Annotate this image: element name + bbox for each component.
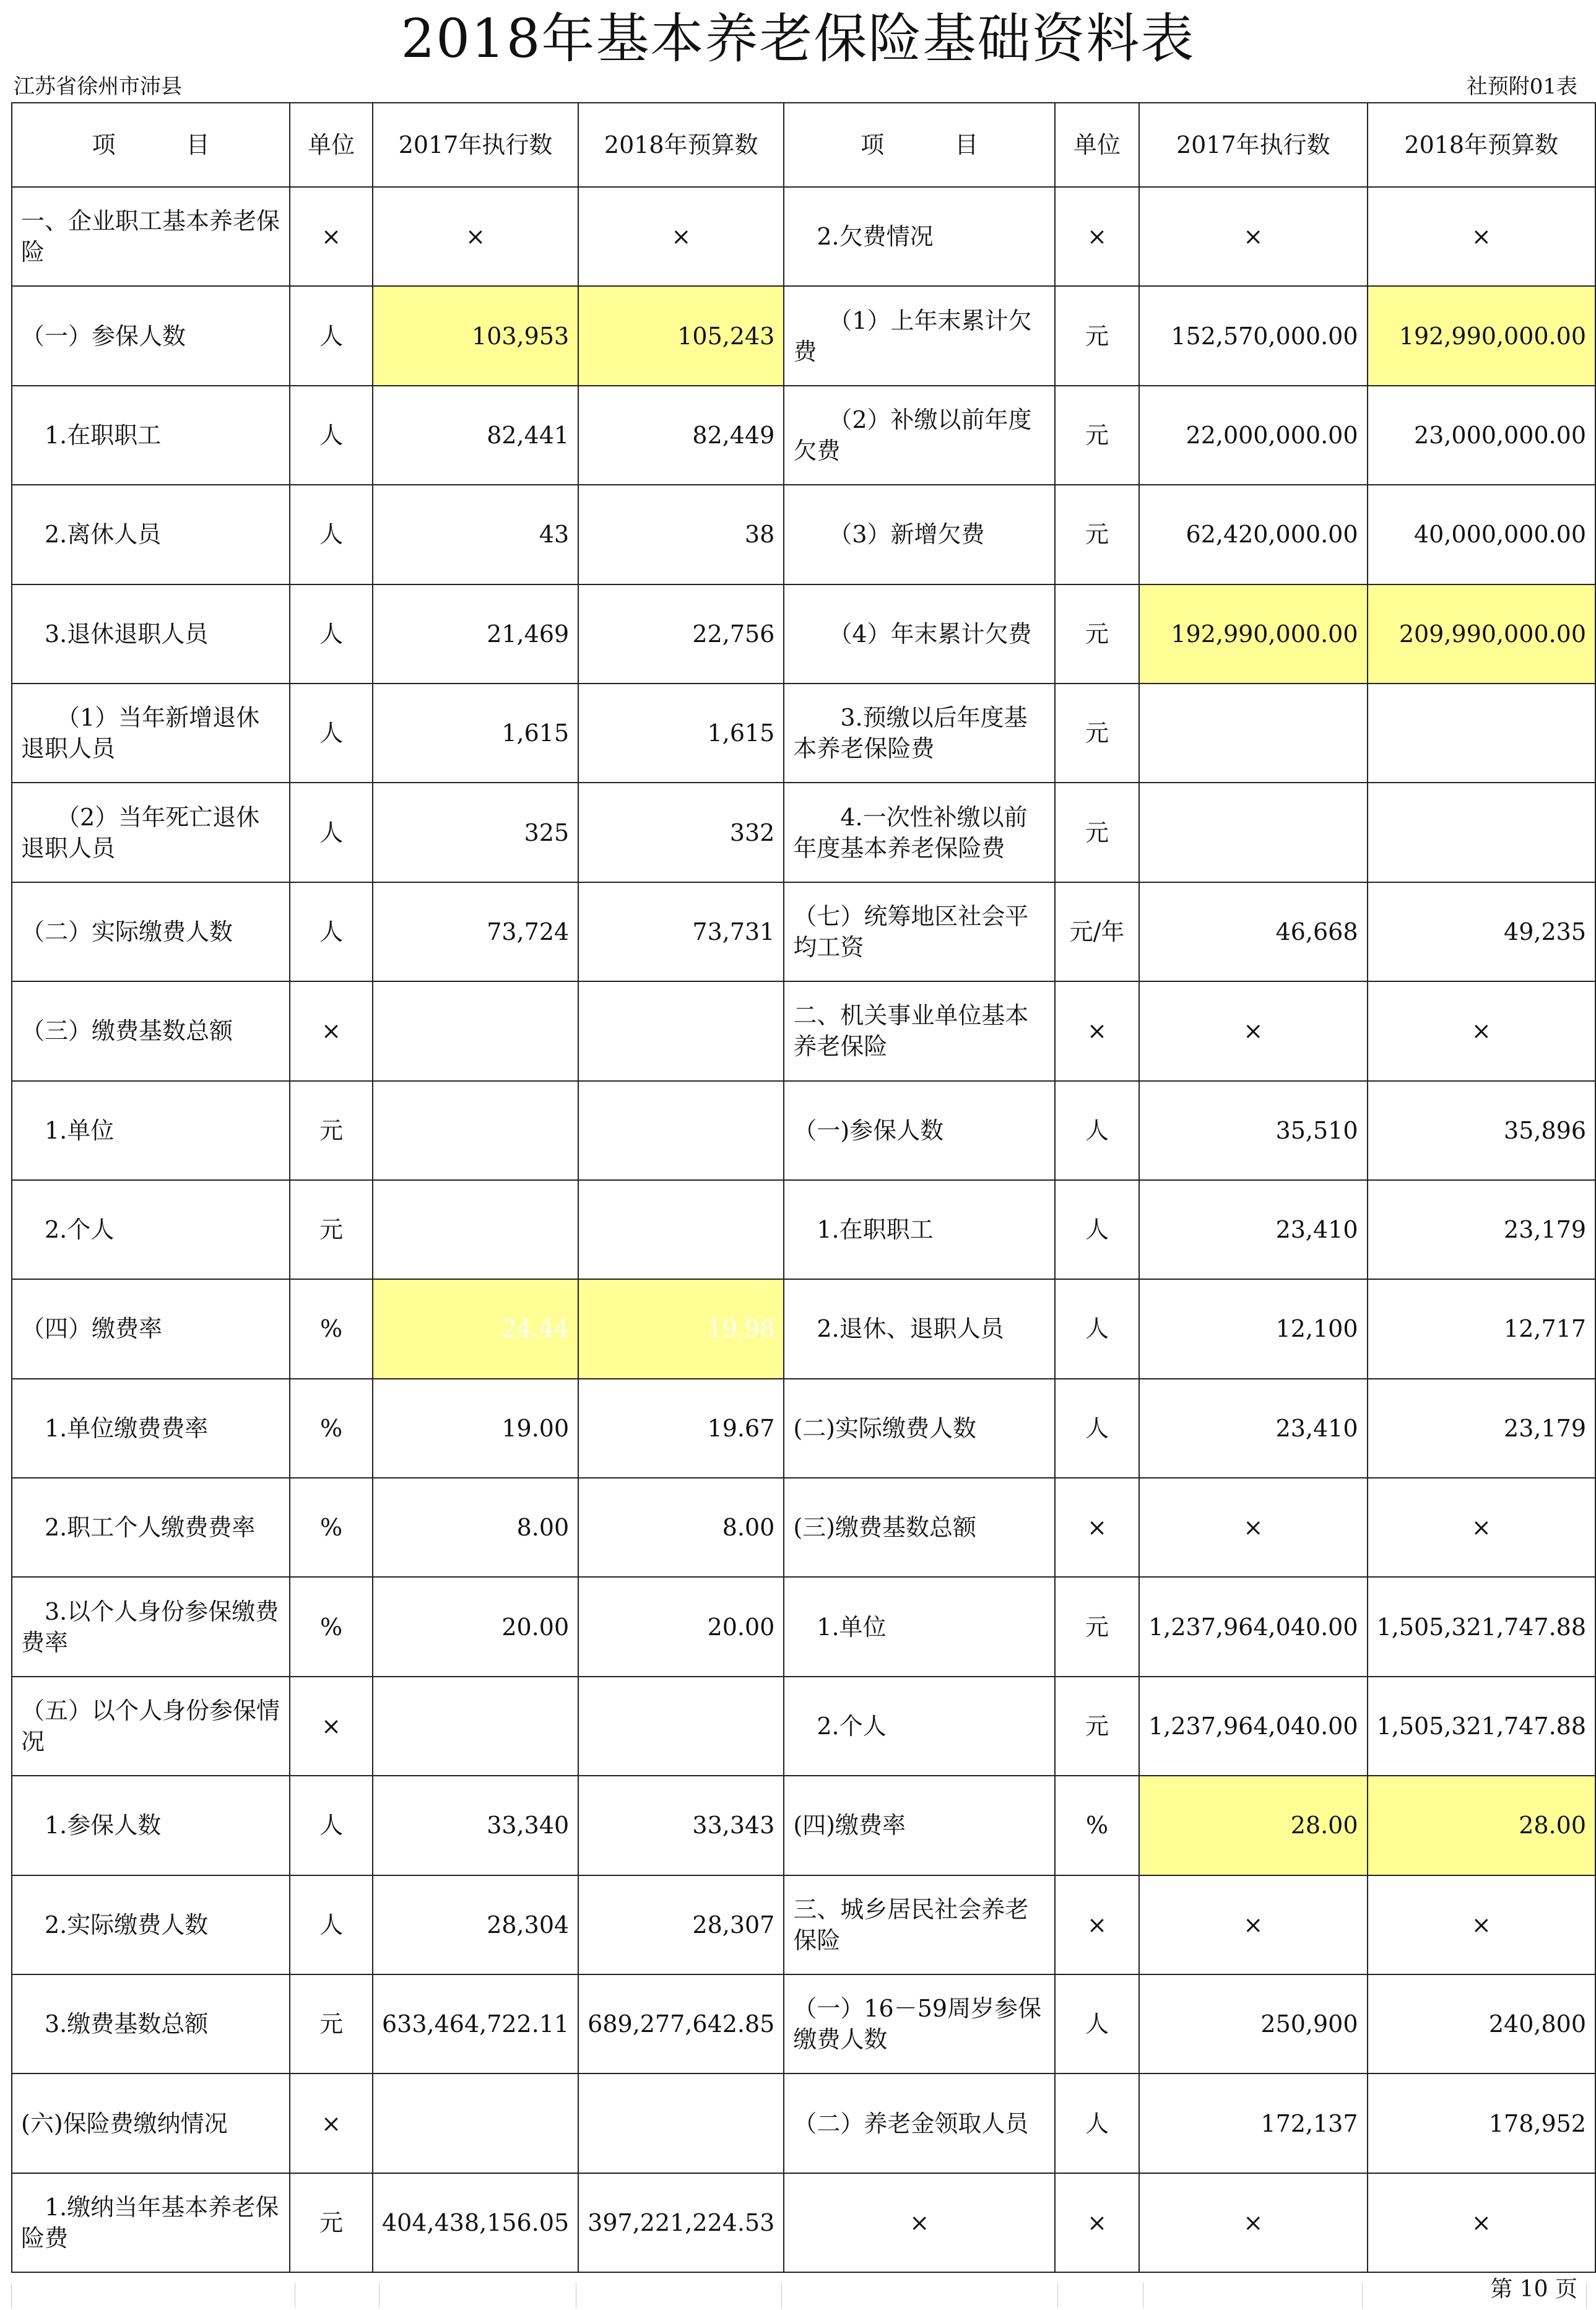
right-2018-cell: 23,179 [1368, 1180, 1595, 1279]
right-2018-cell: 40,000,000.00 [1368, 485, 1595, 584]
table-row [12, 1081, 1595, 1180]
left-unit-cell: 人 [290, 1776, 373, 1875]
left-2017-cell [373, 1677, 578, 1776]
right-2018-cell: 23,179 [1368, 1379, 1595, 1478]
right-unit-cell: % [1055, 1776, 1139, 1875]
right-2018-cell: 240,800 [1368, 1974, 1595, 2073]
left-unit-cell: 人 [290, 882, 373, 981]
left-2017-cell: 325 [373, 783, 578, 882]
right-unit-cell: × [1055, 2173, 1139, 2272]
left-2018-cell: 332 [578, 783, 784, 882]
left-2017-cell: 28,304 [373, 1875, 578, 1974]
right-2017-cell: 62,420,000.00 [1139, 485, 1367, 584]
header-2018-right: 2018年预算数 [1368, 103, 1595, 187]
right-item-cell: （1）上年末累计欠费 [784, 286, 1055, 385]
left-2017-cell: 103,953 [373, 286, 578, 385]
right-2017-cell: 46,668 [1139, 882, 1367, 981]
left-item-cell: 一、企业职工基本养老保险 [12, 187, 290, 286]
right-2018-cell: × [1368, 187, 1595, 286]
page-title: 2018年基本养老保险基础资料表 [401, 8, 1195, 70]
right-unit-cell: 人 [1055, 1081, 1139, 1180]
header-unit-right: 单位 [1055, 103, 1139, 187]
left-unit-cell: % [290, 1279, 373, 1378]
right-unit-cell: 人 [1055, 2073, 1139, 2173]
left-2018-cell [578, 981, 784, 1080]
table-row [12, 1478, 1595, 1577]
table-row [12, 286, 1595, 385]
right-item-cell: （3）新增欠费 [784, 485, 1055, 584]
right-item-cell: （二）养老金领取人员 [784, 2073, 1055, 2173]
right-unit-cell: 人 [1055, 1180, 1139, 1279]
left-unit-cell: 元 [290, 1081, 373, 1180]
header-item-left: 项 目 [12, 103, 290, 187]
right-2017-cell: 172,137 [1139, 2073, 1367, 2173]
table-row [12, 783, 1595, 882]
left-2017-cell: 73,724 [373, 882, 578, 981]
left-unit-cell: 元 [290, 1974, 373, 2073]
left-2018-cell: 689,277,642.85 [578, 1974, 784, 2073]
right-2018-cell: 1,505,321,747.88 [1368, 1677, 1595, 1776]
left-item-cell: （四）缴费率 [12, 1279, 290, 1378]
left-2017-cell: 24.44 [373, 1279, 578, 1378]
left-2017-cell: 19.00 [373, 1379, 578, 1478]
table-row [12, 882, 1595, 981]
right-2017-cell: 35,510 [1139, 1081, 1367, 1180]
left-item-cell: 3.退休退职人员 [12, 584, 290, 684]
left-2017-cell: 8.00 [373, 1478, 578, 1577]
left-2017-cell [373, 1180, 578, 1279]
right-unit-cell: 人 [1055, 1379, 1139, 1478]
left-2018-cell: 8.00 [578, 1478, 784, 1577]
right-2017-cell: × [1139, 981, 1367, 1080]
left-2017-cell: 20.00 [373, 1577, 578, 1676]
left-item-cell: 2.实际缴费人数 [12, 1875, 290, 1974]
right-item-cell: （一）16－59周岁参保缴费人数 [784, 1974, 1055, 2073]
left-item-cell: 3.以个人身份参保缴费费率 [12, 1577, 290, 1676]
right-2017-cell: × [1139, 2173, 1367, 2272]
header-2017-left: 2017年执行数 [373, 103, 578, 187]
left-unit-cell: 人 [290, 286, 373, 385]
left-2018-cell [578, 2073, 784, 2173]
left-2018-cell: 19.67 [578, 1379, 784, 1478]
right-item-cell: (二)实际缴费人数 [784, 1379, 1055, 1478]
right-2018-cell: 28.00 [1368, 1776, 1595, 1875]
right-2018-cell: 178,952 [1368, 2073, 1595, 2173]
right-2018-cell: × [1368, 981, 1595, 1080]
table-row [12, 1180, 1595, 1279]
left-2017-cell: 43 [373, 485, 578, 584]
right-unit-cell: 人 [1055, 1974, 1139, 2073]
left-2017-cell: × [373, 187, 578, 286]
left-unit-cell: × [290, 187, 373, 286]
right-2018-cell: 49,235 [1368, 882, 1595, 981]
right-2017-cell [1139, 783, 1367, 882]
left-unit-cell: % [290, 1577, 373, 1676]
table-row [12, 1577, 1595, 1676]
left-2017-cell: 33,340 [373, 1776, 578, 1875]
right-item-cell: (四)缴费率 [784, 1776, 1055, 1875]
right-item-cell: 2.退休、退职人员 [784, 1279, 1055, 1378]
right-item-cell: 1.在职职工 [784, 1180, 1055, 1279]
right-2018-cell: 1,505,321,747.88 [1368, 1577, 1595, 1676]
left-unit-cell: × [290, 981, 373, 1080]
left-item-cell: （2）当年死亡退休退职人员 [12, 783, 290, 882]
table-row [12, 1379, 1595, 1478]
left-2018-cell: × [578, 187, 784, 286]
table-row [12, 684, 1595, 783]
left-2017-cell: 633,464,722.11 [373, 1974, 578, 2073]
table-row [12, 1677, 1595, 1776]
pension-data-table [11, 102, 1596, 2273]
table-row [12, 485, 1595, 584]
footer-grid [11, 2283, 1587, 2308]
header-2018-left: 2018年预算数 [578, 103, 784, 187]
table-row [12, 981, 1595, 1080]
right-2017-cell: × [1139, 187, 1367, 286]
left-2018-cell [578, 1677, 784, 1776]
right-2018-cell: 35,896 [1368, 1081, 1595, 1180]
table-row [12, 2173, 1595, 2272]
left-item-cell: （一）参保人数 [12, 286, 290, 385]
right-item-cell: （2）补缴以前年度欠费 [784, 386, 1055, 485]
left-2017-cell: 1,615 [373, 684, 578, 783]
right-unit-cell: × [1055, 187, 1139, 286]
right-2018-cell: × [1368, 1875, 1595, 1974]
right-2018-cell: 12,717 [1368, 1279, 1595, 1378]
right-2017-cell: 250,900 [1139, 1974, 1367, 2073]
left-unit-cell: 人 [290, 386, 373, 485]
right-2017-cell: 152,570,000.00 [1139, 286, 1367, 385]
header-2017-right: 2017年执行数 [1139, 103, 1367, 187]
right-2018-cell: 209,990,000.00 [1368, 584, 1595, 684]
right-unit-cell: 元 [1055, 584, 1139, 684]
left-2017-cell: 21,469 [373, 584, 578, 684]
right-item-cell: × [784, 2173, 1055, 2272]
right-2017-cell: 192,990,000.00 [1139, 584, 1367, 684]
left-2018-cell: 33,343 [578, 1776, 784, 1875]
left-unit-cell: 人 [290, 584, 373, 684]
left-item-cell: （二）实际缴费人数 [12, 882, 290, 981]
right-item-cell: （一)参保人数 [784, 1081, 1055, 1180]
left-2018-cell: 20.00 [578, 1577, 784, 1676]
right-2017-cell: × [1139, 1875, 1367, 1974]
right-2017-cell: × [1139, 1478, 1367, 1577]
right-unit-cell: 人 [1055, 1279, 1139, 1378]
right-item-cell: 2.个人 [784, 1677, 1055, 1776]
left-item-cell: 1.单位缴费费率 [12, 1379, 290, 1478]
left-item-cell: （五）以个人身份参保情况 [12, 1677, 290, 1776]
right-2017-cell: 1,237,964,040.00 [1139, 1577, 1367, 1676]
table-row [12, 1974, 1595, 2073]
left-2017-cell [373, 981, 578, 1080]
left-item-cell: 1.缴纳当年基本养老保险费 [12, 2173, 290, 2272]
right-2018-cell: × [1368, 1478, 1595, 1577]
right-unit-cell: 元 [1055, 684, 1139, 783]
right-2017-cell: 1,237,964,040.00 [1139, 1677, 1367, 1776]
table-header-row [12, 103, 1595, 187]
right-item-cell: （4）年末累计欠费 [784, 584, 1055, 684]
right-unit-cell: 元 [1055, 286, 1139, 385]
left-2018-cell: 397,221,224.53 [578, 2173, 784, 2272]
right-unit-cell: 元/年 [1055, 882, 1139, 981]
left-item-cell: 1.单位 [12, 1081, 290, 1180]
right-2017-cell: 28.00 [1139, 1776, 1367, 1875]
left-unit-cell: % [290, 1478, 373, 1577]
left-item-cell: （1）当年新增退休退职人员 [12, 684, 290, 783]
left-2017-cell [373, 1081, 578, 1180]
left-item-cell: 2.个人 [12, 1180, 290, 1279]
left-unit-cell: 人 [290, 684, 373, 783]
right-2018-cell: × [1368, 2173, 1595, 2272]
left-2018-cell: 1,615 [578, 684, 784, 783]
table-row [12, 386, 1595, 485]
left-2018-cell: 22,756 [578, 584, 784, 684]
right-item-cell: (三)缴费基数总额 [784, 1478, 1055, 1577]
left-2018-cell: 82,449 [578, 386, 784, 485]
table-row [12, 1776, 1595, 1875]
left-2017-cell: 404,438,156.05 [373, 2173, 578, 2272]
left-2018-cell: 19.98 [578, 1279, 784, 1378]
left-item-cell: 2.职工个人缴费费率 [12, 1478, 290, 1577]
table-row [12, 2073, 1595, 2173]
table-row [12, 1279, 1595, 1378]
right-2018-cell [1368, 684, 1595, 783]
right-unit-cell: × [1055, 1875, 1139, 1974]
left-2018-cell: 38 [578, 485, 784, 584]
left-item-cell: (六)保险费缴纳情况 [12, 2073, 290, 2173]
right-unit-cell: 元 [1055, 1577, 1139, 1676]
right-item-cell: （七）统筹地区社会平均工资 [784, 882, 1055, 981]
right-2018-cell [1368, 783, 1595, 882]
left-unit-cell: % [290, 1379, 373, 1478]
page-number: 第 10 页 [1490, 2277, 1577, 2302]
right-2018-cell: 23,000,000.00 [1368, 386, 1595, 485]
right-unit-cell: × [1055, 1478, 1139, 1577]
right-2018-cell: 192,990,000.00 [1368, 286, 1595, 385]
form-code: 社预附01表 [1466, 74, 1577, 99]
left-unit-cell: × [290, 2073, 373, 2173]
left-item-cell: 1.在职职工 [12, 386, 290, 485]
left-2018-cell [578, 1180, 784, 1279]
left-unit-cell: 人 [290, 1875, 373, 1974]
left-unit-cell: 人 [290, 783, 373, 882]
right-item-cell: 1.单位 [784, 1577, 1055, 1676]
left-2018-cell [578, 1081, 784, 1180]
left-unit-cell: × [290, 1677, 373, 1776]
right-unit-cell: 元 [1055, 783, 1139, 882]
header-unit-left: 单位 [290, 103, 373, 187]
left-unit-cell: 元 [290, 1180, 373, 1279]
right-2017-cell: 22,000,000.00 [1139, 386, 1367, 485]
header-item-right: 项 目 [784, 103, 1055, 187]
left-2018-cell: 73,731 [578, 882, 784, 981]
right-item-cell: 三、城乡居民社会养老保险 [784, 1875, 1055, 1974]
right-unit-cell: 元 [1055, 485, 1139, 584]
left-2018-cell: 105,243 [578, 286, 784, 385]
right-unit-cell: 元 [1055, 386, 1139, 485]
right-2017-cell: 23,410 [1139, 1379, 1367, 1478]
left-item-cell: 1.参保人数 [12, 1776, 290, 1875]
right-item-cell: 二、机关事业单位基本养老保险 [784, 981, 1055, 1080]
left-item-cell: 3.缴费基数总额 [12, 1974, 290, 2073]
left-unit-cell: 元 [290, 2173, 373, 2272]
table-row [12, 1875, 1595, 1974]
left-item-cell: 2.离休人员 [12, 485, 290, 584]
right-item-cell: 3.预缴以后年度基本养老保险费 [784, 684, 1055, 783]
right-2017-cell: 23,410 [1139, 1180, 1367, 1279]
region-label: 江苏省徐州市沛县 [14, 74, 182, 99]
right-item-cell: 2.欠费情况 [784, 187, 1055, 286]
right-item-cell: 4.一次性补缴以前年度基本养老保险费 [784, 783, 1055, 882]
right-2017-cell [1139, 684, 1367, 783]
right-unit-cell: × [1055, 981, 1139, 1080]
table-row [12, 584, 1595, 684]
left-2017-cell [373, 2073, 578, 2173]
left-unit-cell: 人 [290, 485, 373, 584]
left-2018-cell: 28,307 [578, 1875, 784, 1974]
right-unit-cell: 元 [1055, 1677, 1139, 1776]
left-2017-cell: 82,441 [373, 386, 578, 485]
left-item-cell: （三）缴费基数总额 [12, 981, 290, 1080]
right-2017-cell: 12,100 [1139, 1279, 1367, 1378]
table-row [12, 187, 1595, 286]
